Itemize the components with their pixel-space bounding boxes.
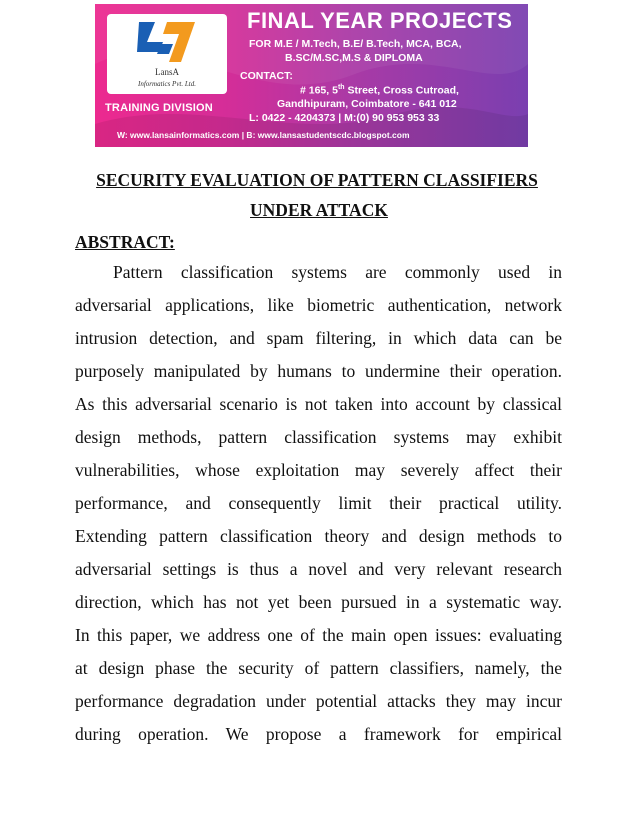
abstract-line: performance degradation under potential attacks they may incur	[75, 691, 562, 711]
courses-line-2: B.SC/M.SC,M.S & DIPLOMA	[285, 52, 423, 64]
abstract-line: adversarial applications, like biometric authentication, network	[75, 295, 562, 315]
address-line-1: # 165, 5th Street, Cross Cutroad,	[300, 84, 459, 97]
phone-line: L: 0422 - 4204373 | M:(0) 90 953 953 33	[249, 112, 440, 124]
abstract-line: at design phase the security of pattern classifiers, namely, the	[75, 658, 562, 678]
courses-line-1: FOR M.E / M.Tech, B.E/ B.Tech, MCA, BCA,	[249, 38, 462, 50]
lansa-logo-icon	[133, 18, 201, 68]
abstract-heading: ABSTRACT:	[75, 232, 175, 252]
abstract-line: As this adversarial scenario is not taken into account by classical	[75, 394, 562, 414]
abstract-line: Pattern classification systems are commonly used in	[113, 262, 562, 282]
logo-name: LansA	[155, 67, 179, 77]
banner-title: FINAL YEAR PROJECTS	[247, 8, 513, 33]
website-line: W: www.lansainformatics.com | B: www.lansastudentscdc.blogspot.com	[117, 130, 410, 140]
abstract-line: design methods, pattern classification systems may exhibit	[75, 427, 562, 447]
abstract-line: In this paper, we address one of the main open issues: evaluating	[75, 625, 562, 645]
abstract-line: during operation. We propose a framework for empirical	[75, 724, 562, 744]
company-logo	[107, 14, 227, 94]
paper-title-line-2: UNDER ATTACK	[250, 200, 388, 220]
abstract-line: adversarial settings is thus a novel and very relevant research	[75, 559, 562, 579]
abstract-line: purposely manipulated by humans to undermine their operation.	[75, 361, 562, 381]
abstract-line: vulnerabilities, whose exploitation may severely affect their	[75, 460, 562, 480]
abstract-line: Extending pattern classification theory and design methods to	[75, 526, 562, 546]
address-line-2: Gandhipuram, Coimbatore - 641 012	[277, 98, 457, 110]
paper-title-line-1: SECURITY EVALUATION OF PATTERN CLASSIFIERS	[96, 170, 538, 190]
abstract-line: direction, which has not yet been pursued in a systematic way.	[75, 592, 562, 612]
abstract-line: intrusion detection, and spam filtering, in which data can be	[75, 328, 562, 348]
logo-subtitle: Informatics Pvt. Ltd.	[138, 80, 196, 88]
abstract-line: performance, and consequently limit their practical utility.	[75, 493, 562, 513]
training-division-label: TRAINING DIVISION	[105, 102, 213, 114]
header-banner	[95, 4, 528, 147]
contact-label: CONTACT:	[240, 70, 293, 82]
